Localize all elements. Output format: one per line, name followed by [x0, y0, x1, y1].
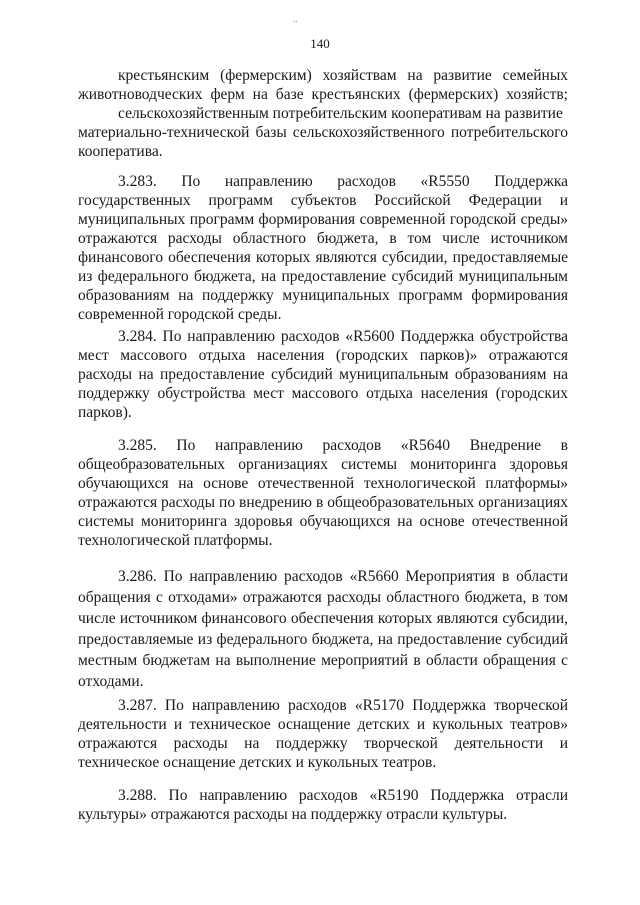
text-line: из федерального бюджета, на предоставление субсидий муниципальным — [78, 268, 568, 285]
text-line: 3.287. По направлению расходов «R5170 Поддержка творческой — [118, 697, 568, 714]
text-line: числе источником финансового обеспечения которых являются субсидии, — [78, 610, 568, 627]
text-line: обучающихся на основе отечественной технологической платформы» — [78, 475, 568, 492]
text-line: отражаются расходы на поддержку творческой деятельности и — [78, 735, 568, 752]
text-line: предоставляемые из федерального бюджета, на предоставление субсидий — [78, 631, 568, 648]
text-line: парков). — [78, 404, 132, 421]
text-line: 3.285. По направлению расходов «R5640 Внедрение в — [118, 437, 568, 454]
paragraph-3-285 — [78, 436, 568, 550]
text-line: сельскохозяйственным потребительским кооперативам на развитие — [118, 105, 563, 122]
page-number: 140 — [310, 36, 330, 51]
text-line: государственных программ субъектов Российской Федерации и — [78, 192, 568, 209]
text-line: 3.283. По направлению расходов «R5550 Поддержка — [118, 173, 568, 190]
text-line: культуры» отражаются расходы на поддержку отрасли культуры. — [78, 806, 508, 823]
text-line: материально-технической базы сельскохозяйственного потребительского — [78, 124, 568, 141]
paragraph-3-288 — [78, 786, 568, 824]
text-line: муниципальных программ формирования современной городской среды» — [78, 211, 568, 228]
text-line: технологической платформы. — [78, 532, 273, 549]
text-line: отражаются расходы по внедрению в общеобразовательных организациях — [78, 494, 568, 511]
text-line: современной городской среды. — [78, 306, 282, 323]
text-line: обращения с отходами» отражаются расходы областного бюджета, в том — [78, 589, 568, 606]
paragraph-3-286 — [78, 566, 568, 692]
text-line: образованиям на поддержку муниципальных программ формирования — [78, 287, 568, 304]
text-line: поддержку обустройства мест массового отдыха населения (городских — [78, 385, 568, 402]
text-line: финансового обеспечения которых являются субсидии, предоставляемые — [78, 249, 568, 266]
paragraph-3-284 — [78, 327, 568, 422]
paragraph-3-287 — [78, 696, 568, 772]
text-line: мест массового отдыха населения (городских парков)» отражаются — [78, 347, 568, 364]
text-line: крестьянским (фермерским) хозяйствам на развитие семейных — [118, 67, 568, 84]
paragraph-3-283 — [78, 172, 568, 324]
text-line: отходами. — [78, 673, 144, 690]
text-line: техническое оснащение детских и кукольных театров. — [78, 754, 437, 771]
text-line: расходы на предоставление субсидий муниципальным образованиям на — [78, 366, 568, 383]
text-line: общеобразовательных организациях системы мониторинга здоровья — [78, 456, 568, 473]
text-line: местным бюджетам на выполнение мероприятий в области обращения с — [78, 652, 568, 669]
text-line: 3.284. По направлению расходов «R5600 Поддержка обустройства — [118, 328, 568, 345]
text-line: деятельности и техническое оснащение детских и кукольных театров» — [78, 716, 568, 733]
text-line: 3.288. По направлению расходов «R5190 Поддержка отрасли — [118, 787, 568, 804]
text-line: системы мониторинга здоровья обучающихся на основе отечественной — [78, 513, 568, 530]
text-line: кооператива. — [78, 143, 163, 160]
text-line: животноводческих ферм на базе крестьянских (фермерских) хозяйств; — [78, 86, 568, 103]
paragraph-continuation — [78, 66, 568, 161]
top-mark: .. — [293, 14, 298, 24]
text-line: 3.286. По направлению расходов «R5660 Мероприятия в области — [118, 568, 568, 585]
text-line: отражаются расходы областного бюджета, в том числе источником — [78, 230, 568, 247]
